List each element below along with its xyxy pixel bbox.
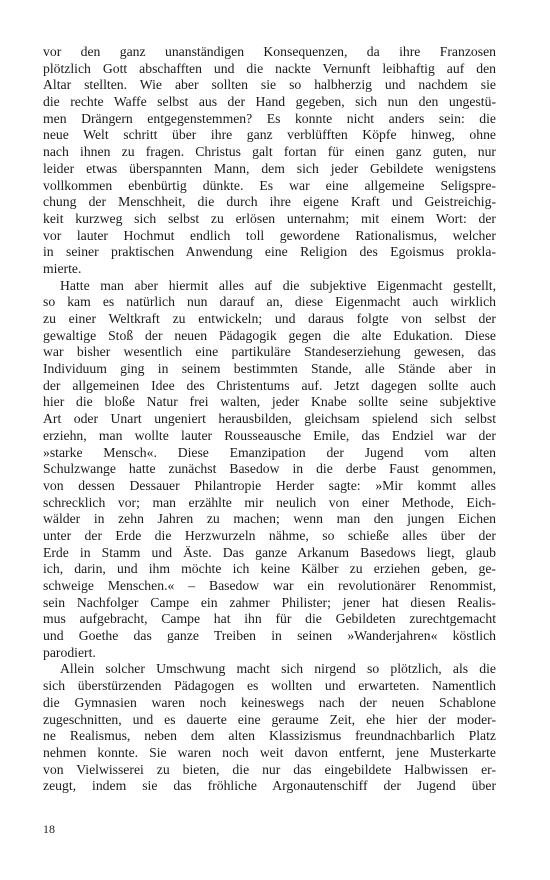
text-line: nehmen konnte. Sie waren noch weit davon entfernt, jene Musterkarte (43, 744, 496, 760)
text-line: neue Welt schritt über ihre ganz verblüfften Köpfe hinweg, ohne (43, 127, 496, 143)
text-line: men Drängern entgegenstemmen? Es konnte nicht anders sein: die (43, 110, 496, 126)
text-line: vollkommen ebenbürtig dünkte. Es war eine allgemeine Seligspre- (43, 177, 496, 193)
text-line: in seiner praktischen Anwendung eine Religion des Egoismus prokla- (43, 244, 496, 260)
text-line: leider etwas überspannten Mann, dem sich jeder Gebildete wenigstens (43, 160, 496, 176)
text-line: war bisher wesentlich eine partikuläre Standeserziehung gewesen, das (43, 344, 496, 360)
text-line: unter der Erde die Herzwurzeln nähme, so schieße alles über der (43, 527, 496, 543)
text-line: zugeschnitten, und es dauerte eine geraume Zeit, ehe hier der moder- (43, 711, 496, 727)
page-number: 18 (43, 822, 55, 836)
text-line: Erde in Stamm und Äste. Das ganze Arkanum Basedows liegt, glaub (43, 544, 496, 560)
text-line: Schulzwange hatte zunächst Basedow in die derbe Faust genommen, (43, 461, 496, 477)
text-line: ich, darin, und ihm möchte ich keine Kälber zu erziehen geben, ge- (43, 561, 496, 577)
text-line: von Vielwisserei zu bieten, die nur das eingebildete Halbwissen er- (43, 761, 496, 777)
text-line: der allgemeinen Idee des Christentums auf. Jetzt dagegen sollte auch (43, 377, 496, 393)
text-line: die Gymnasien waren noch keineswegs nach der neuen Schablone (43, 694, 496, 710)
text-line: ne Realismus, neben dem alten Klassizismus freundnachbarlich Platz (43, 728, 496, 744)
text-line: parodiert. (43, 644, 96, 660)
text-line: Allein solcher Umschwung macht sich nirgend so plötzlich, als die (60, 661, 496, 677)
text-line: vor den ganz unanständigen Konsequenzen, da ihre Franzosen (43, 44, 496, 59)
text-line: Individuum ging in seinem bestimmten Stande, alle Stände aber in (43, 361, 496, 377)
paragraph (43, 278, 496, 662)
text-line: zu einer Weltkraft zu entwickeln; und daraus folgte von selbst der (43, 311, 496, 326)
text-line: mus aufgebracht, Campe hat ihn für die Gebildeten zurechtgemacht (43, 611, 496, 627)
text-line: nach ihnen zu fragen. Christus galt fortan für einen ganz guten, nur (43, 144, 496, 160)
paragraph (43, 44, 496, 278)
text-line: von dessen Dessauer Philantropie Herder sagte: »Mir kommt alles (43, 477, 496, 493)
text-line: schrecklich vor; man erzählte mir neulich von einer Methode, Eich- (43, 494, 496, 510)
text-line: wälder in zehn Jahren zu machen; wenn man den jungen Eichen (43, 511, 496, 527)
text-line: erziehn, man wollte lauter Rousseausche Emile, das Endziel war der (43, 427, 496, 443)
paragraph (43, 661, 496, 795)
text-line: sich überstürzenden Pädagogen es wollten und erwarteten. Namentlich (43, 678, 496, 694)
text-line: die rechte Waffe selbst aus der Hand gegeben, sich nun den ungestü- (43, 94, 496, 110)
text-line: hier die bloße Natur frei walten, jeder Knabe sollte seine subjektive (43, 394, 496, 410)
text-line: keit kurzweg sich selbst zu erlösen unternahm; mit einem Wort: der (43, 210, 496, 226)
page-body (43, 44, 496, 795)
text-line: plötzlich Gott abschafften und die nackte Vernunft leibhaftig auf den (43, 60, 496, 76)
text-line: mierte. (43, 260, 82, 276)
text-line: »starke Mensch«. Diese Emanzipation der Jugend vom alten (43, 444, 496, 460)
text-line: so kam es natürlich nun darauf an, diese Eigenmacht auch wirklich (43, 294, 496, 310)
text-line: schweige Menschen.« – Basedow war ein revolutionärer Renommist, (43, 578, 496, 593)
text-line: Hatte man aber hiermit alles auf die subjektive Eigenmacht gestellt, (60, 277, 496, 293)
text-line: zeugt, indem sie das fröhliche Argonautenschiff der Jugend über (43, 778, 496, 794)
text-line: Altar stellten. Wie aber sollten sie so halbherzig und nachdem sie (43, 77, 496, 93)
text-line: chung der Menschheit, die durch ihre eigene Kraft und Geistreichig- (43, 194, 496, 210)
text-line: und Goethe das ganze Treiben in seinen »Wanderjahren« köstlich (43, 628, 496, 644)
text-line: sein Nachfolger Campe ein zahmer Philister; jener hat diesen Realis- (43, 594, 496, 610)
text-line: Art oder Unart ungeniert herausbilden, gleichsam spielend sich selbst (43, 411, 496, 427)
text-line: gewaltige Stoß der neuen Pädagogik gegen die alte Edukation. Diese (43, 327, 496, 343)
text-line: vor lauter Hochmut endlich toll gewordene Rationalismus, welcher (43, 227, 496, 243)
